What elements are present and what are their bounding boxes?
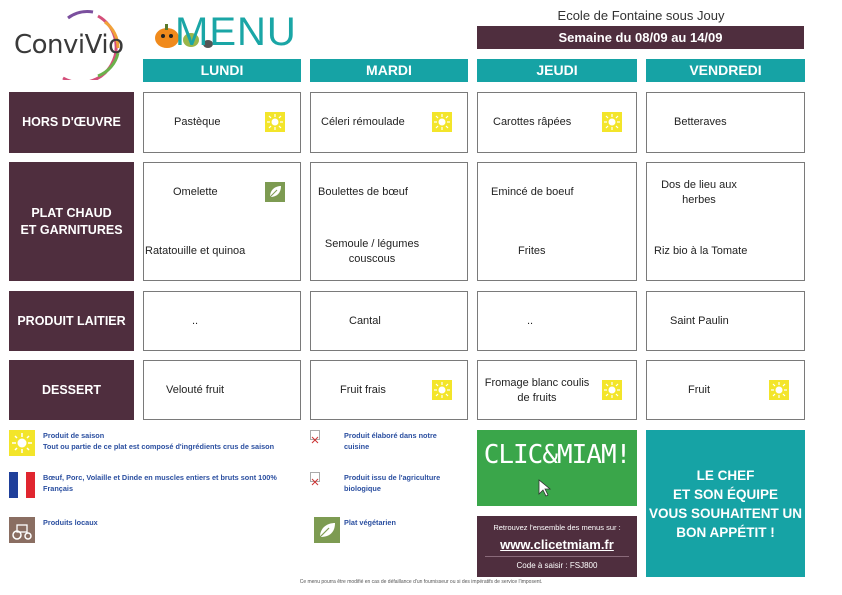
retrouvez-text: Retrouvez l'ensemble des menus sur : (493, 523, 621, 532)
dish-text: Cantal (349, 315, 381, 327)
dish-text: Fruit frais (340, 384, 386, 396)
chef-line-3: VOUS SOUHAITENT UN (648, 505, 802, 521)
week-banner: Semaine du 08/09 au 14/09 (477, 26, 804, 49)
menu-cell (310, 360, 468, 420)
dish-text: Carottes râpées (493, 116, 572, 128)
sun-icon (769, 380, 789, 400)
day-header-jeudi: JEUDI (477, 59, 637, 82)
menu-cell (143, 92, 301, 153)
menu-cell (143, 162, 301, 281)
legend-bio: Produit issu de l'agriculture biologique (344, 473, 441, 493)
menu-cell (310, 291, 468, 351)
day-header-mardi: MARDI (310, 59, 468, 82)
chef-line-2: ET SON ÉQUIPE (672, 486, 778, 502)
row-header-dessert: DESSERT (9, 360, 134, 420)
menu-cell (143, 291, 301, 351)
leaf-icon (314, 517, 340, 543)
chef-line-1: LE CHEF (696, 467, 755, 483)
menu-cell (646, 162, 805, 281)
sun-icon (602, 112, 622, 132)
dish-text: Boulettes de bœuf (318, 186, 408, 198)
sun-icon (265, 112, 285, 132)
menu-cell (477, 291, 637, 351)
dish-text: .. (192, 315, 199, 327)
dish-text: Saint Paulin (670, 315, 729, 327)
menu-cell (310, 162, 468, 281)
clic-miam-logo: CLIC&MIAM! (483, 440, 631, 470)
chef-line-4: BON APPÉTIT ! (676, 524, 775, 540)
row-header-plat-line2: ET GARNITURES (20, 222, 123, 237)
menu-title: MENU (175, 10, 297, 54)
menu-cell (646, 360, 805, 420)
convivio-logo (8, 8, 133, 80)
dish-text: Pastèque (174, 116, 221, 128)
code-text: Code à saisir : FSJ800 (516, 561, 598, 570)
leaf-icon (265, 182, 285, 202)
legend-saison-desc: Tout ou partie de ce plat est composé d'ingrédients crus de saison (43, 442, 275, 451)
dish-text: Velouté fruit (166, 384, 225, 396)
day-header-vendredi: VENDREDI (646, 59, 805, 82)
cursor-icon (535, 478, 555, 498)
legend-elabore: Produit élaboré dans notre cuisine (344, 431, 437, 451)
row-header-plat-line1: PLAT CHAUD (31, 205, 112, 220)
menu-cell (143, 360, 301, 420)
menu-cell (477, 92, 637, 153)
dish-text: Emincé de boeuf (491, 186, 574, 198)
sun-icon (432, 112, 452, 132)
dish-text: Omelette (173, 186, 218, 198)
footer-note: Ce menu pourra être modifié en cas de défaillance d'un fournisseur ou si des impératifs de service l'imposent. (299, 579, 543, 585)
menu-cell (646, 291, 805, 351)
legend-vegetarien: Plat végétarien (344, 518, 396, 527)
website-box (477, 516, 637, 577)
row-header-hors-doeuvre: HORS D'ŒUVRE (9, 92, 134, 153)
legend-saison-title: Produit de saison (43, 431, 105, 440)
row-header-plat-chaud (9, 162, 134, 281)
menu-cell (646, 92, 805, 153)
menu-cell (477, 360, 637, 420)
legend-locaux: Produits locaux (43, 518, 98, 527)
homemade-icon (310, 430, 320, 440)
dish-text: Céleri rémoulade (321, 116, 405, 128)
dish-text: Frites (518, 245, 546, 257)
clic-miam-banner (477, 430, 637, 506)
website-link[interactable]: www.clicetmiam.fr (500, 537, 614, 552)
sun-icon (432, 380, 452, 400)
day-header-lundi: LUNDI (143, 59, 301, 82)
organic-icon (310, 472, 320, 482)
sun-icon (602, 380, 622, 400)
dish-text: Semoule / légumes couscous (324, 238, 420, 265)
chef-message (646, 430, 805, 577)
tractor-icon (9, 517, 35, 543)
dish-text: Fruit (688, 384, 710, 396)
dish-text: .. (527, 315, 534, 327)
dish-text: Riz bio à la Tomate (654, 245, 748, 257)
legend-viande: Bœuf, Porc, Volaille et Dinde en muscles entiers et bruts sont 100% Français (43, 473, 277, 493)
dish-text: Dos de lieu aux herbes (661, 179, 737, 206)
logo-wordmark: ConviVio (14, 30, 124, 60)
french-flag-icon (9, 472, 35, 498)
sun-icon (9, 430, 35, 456)
row-header-produit-laitier: PRODUIT LAITIER (9, 291, 134, 351)
school-name: Ecole de Fontaine sous Jouy (557, 8, 725, 23)
dish-text: Fromage blanc coulis de fruits (484, 377, 590, 404)
dish-text: Ratatouille et quinoa (145, 245, 246, 257)
menu-cell (310, 92, 468, 153)
menu-cell (477, 162, 637, 281)
dish-text: Betteraves (674, 116, 727, 128)
